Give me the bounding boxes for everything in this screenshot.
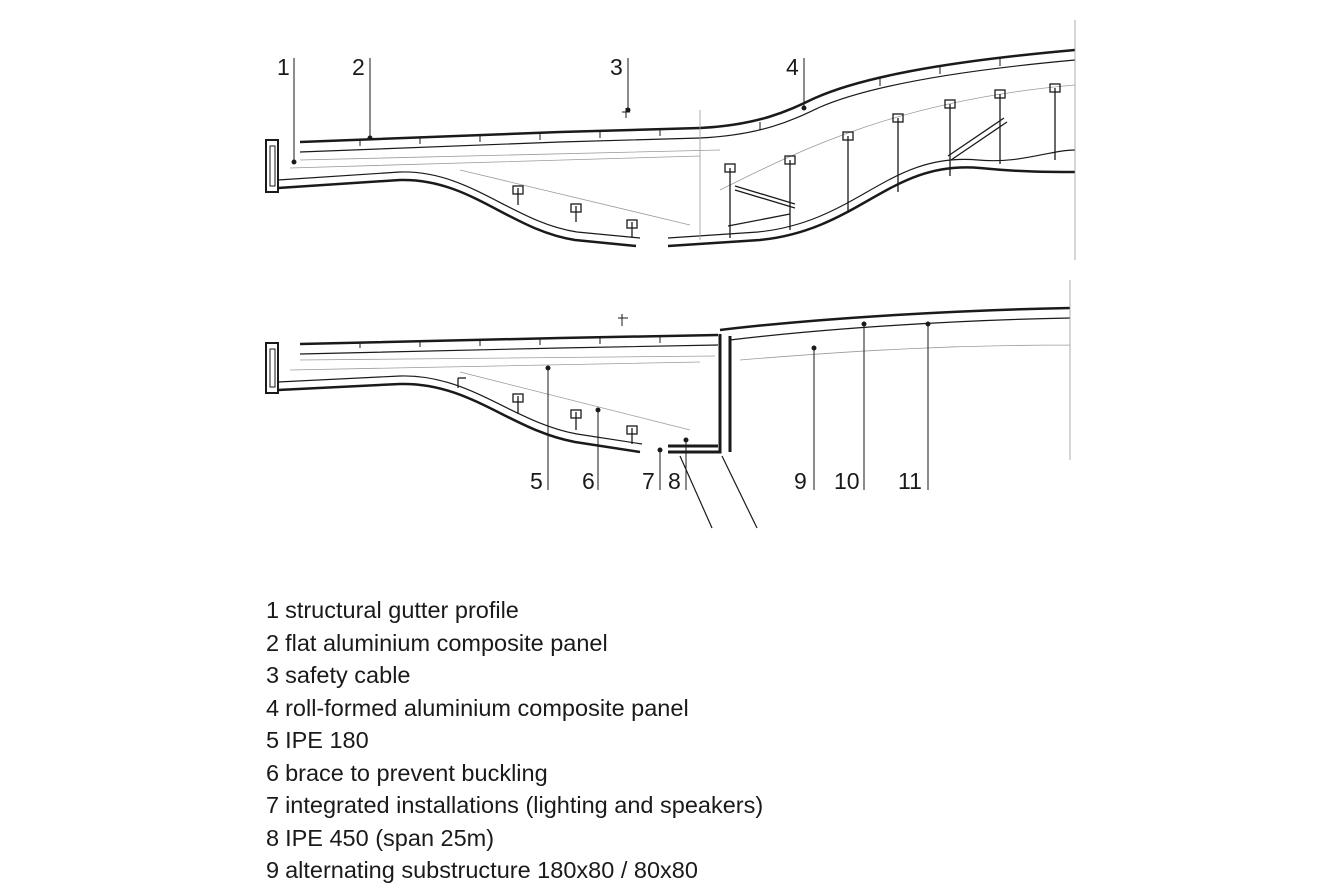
legend-text: flat aluminium composite panel bbox=[285, 629, 608, 656]
top-skin-inner-lower bbox=[300, 345, 718, 354]
roof-panel-inner-lower bbox=[730, 318, 1070, 340]
bottom-skin-outer-lower bbox=[278, 384, 640, 452]
legend-item bbox=[266, 692, 763, 725]
bottom-skin-outer-upper bbox=[278, 180, 636, 246]
gutter-profile-lower bbox=[266, 343, 278, 393]
callout-9: 9 bbox=[794, 468, 807, 494]
legend-item bbox=[266, 757, 763, 790]
skin-ticks-upper bbox=[360, 54, 1000, 146]
construction-lines-lower bbox=[290, 280, 1070, 460]
top-skin-outer-upper bbox=[300, 50, 1075, 142]
legend-number: 2 bbox=[266, 629, 280, 656]
bottom-skin-inner-upper bbox=[278, 172, 640, 238]
gutter-inner-lower bbox=[270, 349, 275, 387]
callout-3: 3 bbox=[610, 54, 623, 80]
legend-text: alternating substructure 180x80 / 80x80 bbox=[285, 857, 698, 883]
legend-item bbox=[266, 594, 763, 627]
legend-text: safety cable bbox=[285, 662, 411, 688]
callout-10: 10 bbox=[834, 468, 860, 494]
callout-6: 6 bbox=[582, 468, 595, 494]
legend-item bbox=[266, 854, 763, 887]
legend-number: 4 bbox=[266, 694, 280, 721]
legend-text: IPE 450 (span 25m) bbox=[285, 824, 495, 851]
legend-number: 6 bbox=[266, 759, 280, 786]
legend-number: 5 bbox=[266, 727, 280, 753]
upper-section bbox=[266, 20, 1075, 260]
legend-number: 7 bbox=[266, 792, 280, 818]
legend-text: brace to prevent buckling bbox=[285, 759, 548, 786]
legend-item bbox=[266, 789, 763, 822]
callout-8: 8 bbox=[668, 468, 681, 494]
legend-text: integrated installations (lighting and speakers) bbox=[285, 792, 764, 818]
lower-curve-inner-upper bbox=[668, 150, 1075, 238]
braces-upper bbox=[728, 118, 1007, 226]
construction-lines-upper bbox=[290, 20, 1075, 260]
callout-1: 1 bbox=[277, 54, 290, 80]
legend-list bbox=[266, 594, 763, 887]
callout-4: 4 bbox=[786, 54, 799, 80]
gutter-inner-upper bbox=[270, 146, 275, 186]
legend-text: IPE 180 bbox=[285, 727, 369, 753]
leader-lines bbox=[292, 54, 930, 490]
callout-11: 11 bbox=[898, 468, 922, 494]
legend-item bbox=[266, 822, 763, 855]
legend-item bbox=[266, 659, 763, 692]
support-legs bbox=[680, 456, 757, 528]
legend-text: roll-formed aluminium composite panel bbox=[285, 694, 689, 721]
legend-number: 1 bbox=[266, 597, 280, 623]
legend-number: 9 bbox=[266, 857, 280, 883]
callout-5: 5 bbox=[530, 468, 543, 494]
callout-7: 7 bbox=[642, 468, 655, 494]
callout-2: 2 bbox=[352, 54, 365, 80]
legend-item bbox=[266, 724, 763, 757]
legend-number: 8 bbox=[266, 824, 280, 851]
ipe-450-beam bbox=[668, 334, 730, 452]
legend-item bbox=[266, 627, 763, 660]
legend-number: 3 bbox=[266, 662, 280, 688]
safety-cable-marker-lower bbox=[618, 314, 628, 326]
legend-text: structural gutter profile bbox=[285, 597, 519, 623]
gutter-profile-upper bbox=[266, 140, 278, 192]
top-skin-outer-lower bbox=[300, 335, 718, 344]
